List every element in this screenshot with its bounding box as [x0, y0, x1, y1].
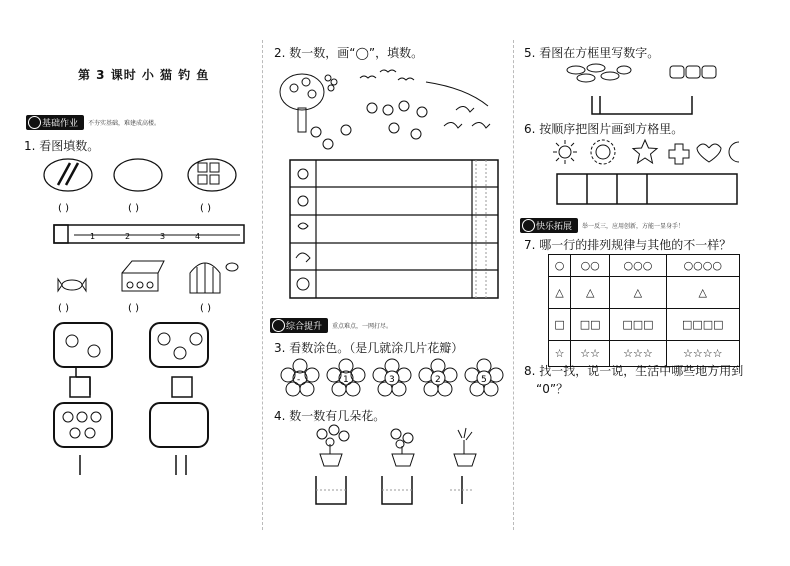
q5-illustration — [560, 60, 740, 120]
count-table — [290, 160, 498, 298]
page-title: 第 3 课时 小 猫 钓 鱼 — [78, 68, 210, 82]
answer-box — [172, 377, 192, 397]
flower-outline — [419, 359, 457, 396]
table-cell: △ — [549, 277, 571, 309]
table-cell: □□□ — [610, 309, 666, 341]
flowerpot-icon — [391, 429, 414, 466]
apple-box — [54, 323, 112, 367]
section-note: 举一反三，应用创新，方能一显身手！ — [582, 222, 685, 230]
pattern-table — [548, 254, 740, 367]
chick-icon — [399, 101, 409, 111]
chick-icon — [383, 105, 393, 115]
apple-icon — [66, 335, 78, 347]
answer-bracket: ( ) — [58, 303, 69, 314]
table-cell: ☆☆☆☆ — [666, 341, 739, 367]
tree-icon — [280, 74, 324, 110]
bird-icon — [298, 223, 308, 229]
apple-icon — [190, 333, 202, 345]
section-banner-fun — [520, 218, 684, 232]
answer-bracket: ( ) — [200, 203, 211, 214]
chick-icon — [417, 107, 427, 117]
apple-icon — [290, 84, 298, 92]
flower-outline — [281, 359, 319, 396]
section-label: 基础作业 — [26, 115, 84, 130]
table-cell: △ — [666, 277, 739, 309]
gear-sun-icon — [591, 140, 615, 164]
bread-group-icon — [670, 66, 716, 78]
apple-icon — [302, 78, 310, 86]
moon-icon — [729, 142, 739, 162]
flower-number: 5 — [481, 375, 487, 385]
ruler-number: 1 — [90, 232, 96, 241]
table-cell: △ — [610, 277, 666, 309]
table-cell: □ — [549, 309, 571, 341]
table-row — [549, 277, 740, 309]
table-cell: ☆☆ — [571, 341, 610, 367]
table-row — [549, 309, 740, 341]
q1-illustration — [40, 155, 260, 485]
section-label: 快乐拓展 — [520, 218, 578, 233]
apple-icon — [88, 345, 100, 357]
section-note: 不夯实基础，难建成高楼。 — [88, 119, 161, 127]
question-6: 6. 按顺序把图片画到方格里。 — [524, 122, 684, 136]
question-7: 7. 哪一行的排列规律与其他的不一样？ — [524, 238, 732, 252]
answer-bracket: ( ) — [128, 303, 139, 314]
bird-icon — [226, 263, 238, 271]
question-8-line2: “0”？ — [536, 382, 569, 396]
apple-box — [150, 323, 208, 367]
flower-number: 2 — [435, 375, 441, 385]
chick-icon — [341, 125, 351, 135]
table-cell: □□ — [571, 309, 610, 341]
section-label: 综合提升 — [270, 318, 328, 333]
oval-frame — [44, 159, 92, 191]
answer-bracket: ( ) — [58, 203, 69, 214]
q4-flowerpots — [300, 424, 500, 510]
grape-icon — [297, 278, 309, 290]
ruler-blank-box — [54, 225, 68, 243]
flower-outline — [327, 359, 365, 396]
apple-icon — [70, 428, 80, 438]
question-8: 8. 找一找，说一说，生活中哪些地方用到 — [524, 364, 744, 378]
bird-icon — [380, 70, 396, 72]
flower-number: 1 — [343, 375, 349, 385]
bird-icon — [398, 78, 414, 80]
question-2: 2. 数一数，画“◯”，填数。 — [274, 46, 424, 60]
oval-frame — [114, 159, 162, 191]
section-banner-combined — [270, 318, 392, 332]
flowerpot-icon — [317, 425, 349, 466]
table-cell: ○ — [549, 255, 571, 277]
column-divider — [262, 40, 263, 530]
q6-illustration — [545, 138, 745, 208]
answer-frame — [592, 96, 692, 114]
ruler-number: 3 — [160, 232, 166, 241]
answer-box — [70, 377, 90, 397]
cross-icon — [669, 144, 689, 164]
book-icon — [198, 163, 207, 172]
flower-icon — [323, 139, 333, 149]
apple-icon — [298, 169, 308, 179]
flowerpot-icon — [454, 428, 476, 466]
flower-outline — [373, 359, 411, 396]
table-cell: ☆ — [549, 341, 571, 367]
table-cell: ○○○ — [610, 255, 666, 277]
table-cell: ○○ — [571, 255, 610, 277]
number-ruler — [54, 225, 244, 243]
chick-icon — [389, 123, 399, 133]
book-icon — [210, 163, 219, 172]
bird-icon — [360, 76, 376, 78]
duck-icon — [444, 122, 462, 128]
apple-icon — [63, 412, 73, 422]
book-icon — [210, 175, 219, 184]
answer-bracket: ( ) — [200, 303, 211, 314]
sun-icon — [553, 140, 577, 164]
question-3: 3. 看数涂色。（是几就涂几片花瓣） — [274, 341, 464, 355]
ruler-number: 2 — [125, 232, 131, 241]
apple-icon — [91, 412, 101, 422]
heart-icon — [697, 144, 721, 162]
ruler-number: 4 — [195, 232, 201, 241]
question-5: 5. 看图在方框里写数字。 — [524, 46, 660, 60]
section-note: 重点难点，一网打尽。 — [332, 322, 393, 330]
grape-icon — [325, 75, 331, 81]
star-icon — [633, 140, 657, 163]
book-icon — [198, 175, 207, 184]
question-1: 1. 看图填数。 — [24, 139, 100, 153]
table-cell: ○○○○ — [666, 255, 739, 277]
apple-icon — [308, 90, 316, 98]
flower-icon — [298, 196, 308, 206]
q3-flowers — [272, 358, 512, 398]
table-cell: □□□□ — [666, 309, 739, 341]
duck-icon — [296, 253, 310, 262]
flower-icon — [311, 127, 321, 137]
table-cell: △ — [571, 277, 610, 309]
table-row — [549, 255, 740, 277]
apple-box — [150, 403, 208, 447]
svg-text:-: - — [297, 375, 301, 385]
apple-icon — [77, 412, 87, 422]
section-banner-basic — [26, 115, 160, 129]
chick-icon — [411, 129, 421, 139]
apple-icon — [174, 347, 186, 359]
flower-outline — [465, 359, 503, 396]
duck-icon — [472, 122, 490, 128]
chick-icon — [367, 103, 377, 113]
apple-box — [54, 403, 112, 447]
table-cell: ☆☆☆ — [610, 341, 666, 367]
answer-bracket: ( ) — [128, 203, 139, 214]
column-divider — [513, 40, 514, 530]
duck-icon — [456, 106, 474, 112]
q2-illustration — [276, 62, 512, 302]
candy-icon — [62, 280, 82, 290]
apple-icon — [158, 333, 170, 345]
flower-number: 3 — [389, 375, 395, 385]
question-4: 4. 数一数有几朵花。 — [274, 409, 386, 423]
fish-group-icon — [567, 64, 631, 82]
ground-line — [426, 82, 488, 106]
apple-icon — [85, 428, 95, 438]
